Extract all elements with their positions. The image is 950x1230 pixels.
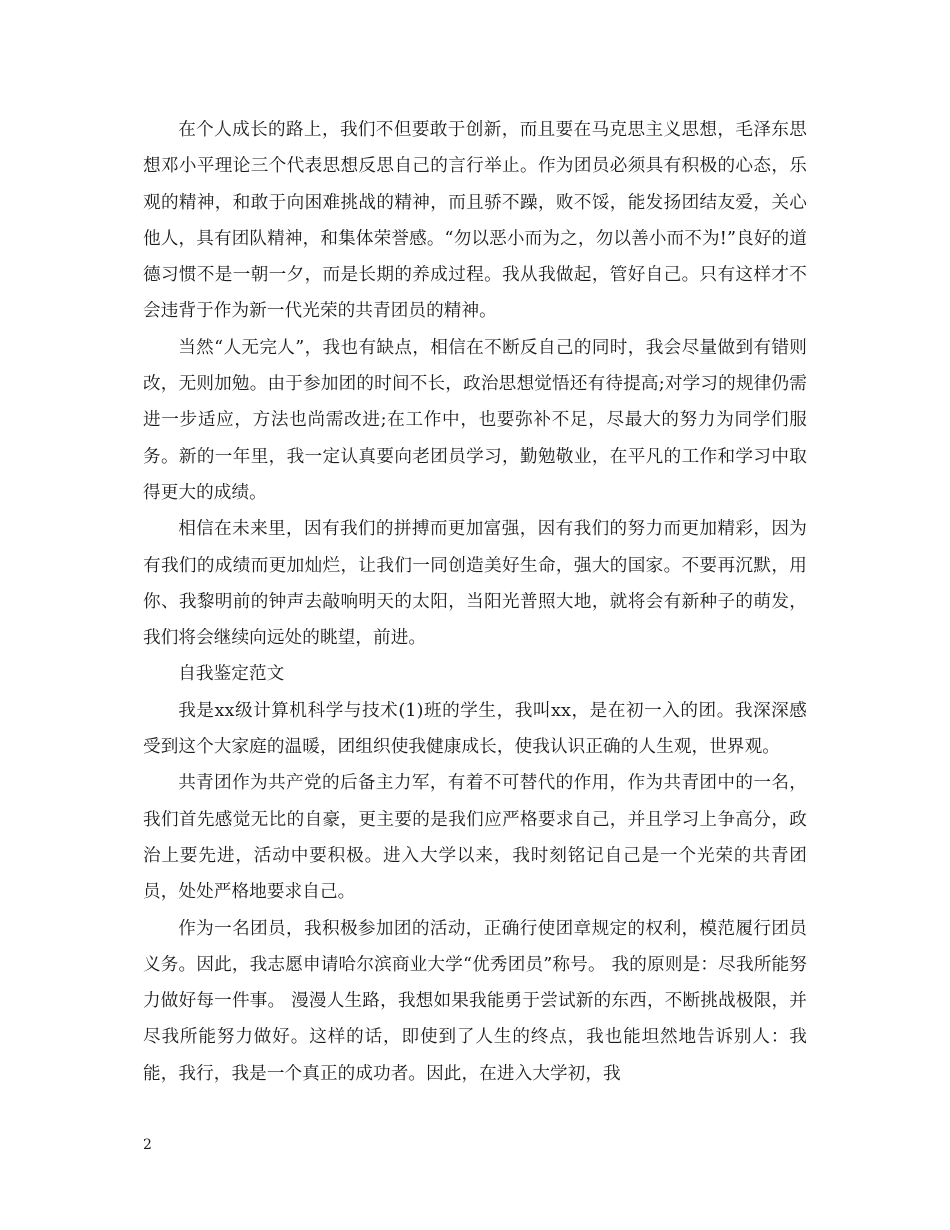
paragraph-6: 作为一名团员，我积极参加团的活动，正确行使团章规定的权利，模范履行团员义务。因此，我志愿申请哈尔滨商业大学“优秀团员”称号。 我的原则是：尽我所能努力做好每一件事。 漫漫人生路，我想如果我能勇于尝试新的东西，不断挑战极限，并尽我所能努力做好。这样的话，即使到了人生的终点，我也能坦然地告诉别人：我能，我行，我是一个真正的成功者。因此，在进入大学初，我 <box>143 918 807 1084</box>
paragraph-4: 我是xx级计算机科学与技术(1)班的学生，我叫xx，是在初一入的团。我深深感受到这个大家庭的温暖，团组织使我健康成长，使我认识正确的人生观，世界观。 <box>143 700 807 758</box>
section-heading: 自我鉴定范文 <box>178 664 285 685</box>
body-text <box>143 112 807 1092</box>
paragraph-3: 相信在未来里，因有我们的拼搏而更加富强，因有我们的努力而更加精彩，因为有我们的成绩而更加灿烂，让我们一同创造美好生命，强大的国家。不要再沉默，用你、我黎明前的钟声去敲响明天的太阳，当阳光普照大地，就将会有新种子的萌发，我们将会继续向远处的眺望，前进。 <box>143 519 807 649</box>
paragraph-2: 当然“人无完人”，我也有缺点，相信在不断反自己的同时，我会尽量做到有错则改，无则加勉。由于参加团的时间不长，政治思想觉悟还有待提高;对学习的规律仍需进一步适应，方法也尚需改进;在工作中，也要弥补不足，尽最大的努力为同学们服务。新的一年里，我一定认真要向老团员学习，勤勉敬业，在平凡的工作和学习中取得更大的成绩。 <box>143 337 807 503</box>
page-number: 2 <box>143 1137 152 1153</box>
paragraph-5: 共青团作为共产党的后备主力军，有着不可替代的作用，作为共青团中的一名，我们首先感觉无比的自豪，更主要的是我们应严格要求自己，并且学习上争高分，政治上要先进，活动中要积极。进入大学以来，我时刻铭记自己是一个光荣的共青团员，处处严格地要求自己。 <box>143 773 807 903</box>
paragraph-1: 在个人成长的路上，我们不但要敢于创新，而且要在马克思主义思想，毛泽东思想邓小平理论三个代表思想反思自己的言行举止。作为团员必须具有积极的心态，乐观的精神，和敢于向困难挑战的精神，而且骄不躁，败不馁，能发扬团结友爱，关心他人，具有团队精神，和集体荣誉感。“勿以恶小而为之，勿以善小而不为!”良好的道德习惯不是一朝一夕，而是长期的养成过程。我从我做起，管好自己。只有这样才不会违背于作为新一代光荣的共青团员的精神。 <box>143 120 807 322</box>
